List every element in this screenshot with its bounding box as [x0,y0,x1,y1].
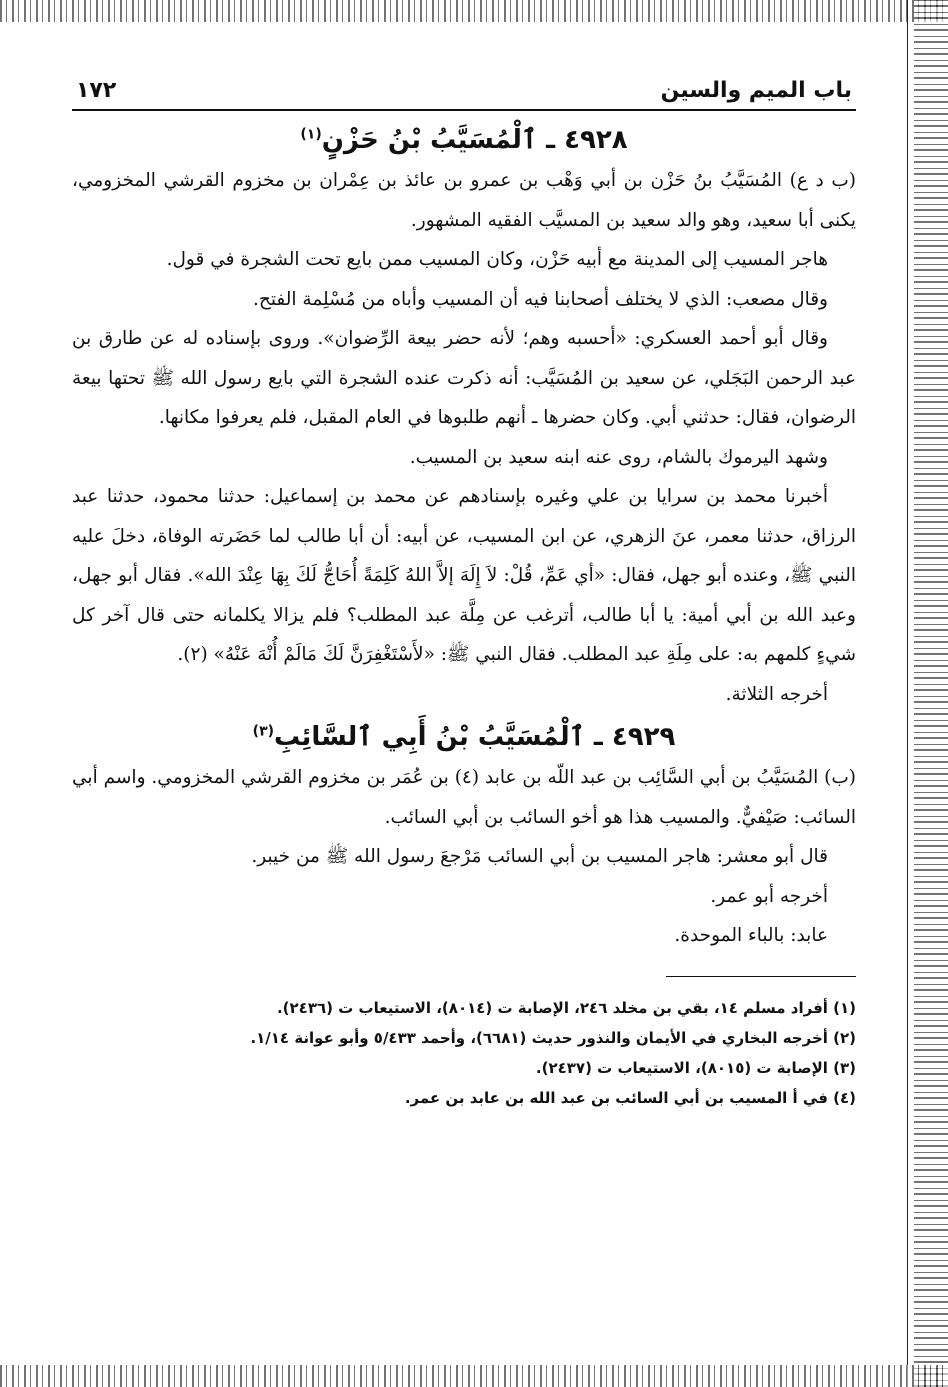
paragraph: عابد: بالباء الموحدة. [674,925,828,946]
paragraph: قال أبو معشر: هاجر المسيب بن أبي السائب مَرْجعَ رسول الله ﷺ من خيبر. [251,846,828,867]
paragraph: (ب) المُسَيَّبُ بن أبي السَّائِب بن عبد اللّه بن عابد (٤) بن عُمَر بن مخزوم القرشي المخزومي. واسم أبي السائب: صَيْفيٌّ. والمسيب هذا هو أخو السائب بن أبي السائب. [72,767,856,828]
entry-title-4928 [72,125,856,155]
page-number: ١٧٢ [76,78,117,103]
entry-title-text: ٤٩٢٩ ـ ٱلْمُسَيَّبُ بْنُ أَبِي ٱلسَّائِبِ [274,722,676,752]
footnote: (١) أفراد مسلم ١٤، بقي بن مخلد ٢٤٦، الإصابة ت (٨٠١٤)، الاستيعاب ت (٢٤٣٦). [276,998,856,1017]
entry-title-text: ٤٩٢٨ ـ ٱلْمُسَيَّبُ بْنُ حَزْنٍ [321,125,628,155]
paragraph: أخرجه أبو عمر. [710,885,828,907]
footnote-separator [666,976,856,977]
decorative-border-bottom [0,1365,948,1387]
footnote-ref: (١) [300,126,322,143]
paragraph: وشهد اليرموك بالشام، روى عنه ابنه سعيد بن المسيب. [409,446,828,468]
paragraph: أخرجه الثلاثة. [725,683,828,705]
paragraph: (ب د ع) المُسَيَّبُ بنُ حَزْن بن أبي وَهْب بن عمرو بن عائذ بن عِمْران بن مخزوم القرشي المخزومي، يكنى أبا سعيد، وهو والد سعيد بن المسيَّب الفقيه المشهور. [72,170,856,231]
decorative-border-right [914,0,948,1387]
decorative-border-line [907,0,908,1387]
footnote: (٣) الإصابة ت (٨٠١٥)، الاستيعاب ت (٢٤٣٧). [535,1058,856,1077]
paragraph: وقال مصعب: الذي لا يختلف أصحابنا فيه أن المسيب وأباه من مُسْلِمة الفتح. [253,288,828,310]
footnote: (٢) أخرجه البخاري في الأيمان والنذور حديث (٦٦٨١)، وأحمد ٥/٤٣٣ وأبو عوانة ١/١٤. [250,1028,856,1047]
decorative-border-top [0,0,948,22]
section-title: باب الميم والسين [660,78,852,103]
entry-title-4929 [72,722,856,752]
paragraph: هاجر المسيب إلى المدينة مع أبيه حَزْن، وكان المسيب ممن بايع تحت الشجرة في قول. [166,249,828,270]
page-header [72,78,856,111]
book-page [72,78,856,1113]
footnote: (٤) في أ المسيب بن أبي السائب بن عبد الله بن عابد بن عمر. [404,1088,856,1107]
paragraph: أخبرنا محمد بن سرايا بن علي وغيره بإسنادهم عن محمد بن إسماعيل: حدثنا محمود، حدثنا عبد الرزاق، حدثنا معمر، عنَ الزهري، عن ابن المسيب، عن أبيه: أن أبا طالب لما حَضَرته الوفاة، دخلَ عليه النبي ﷺ، وعنده أبو جهل، فقال: «أي عَمِّ، قُلْ: لاَ إِلَهَ إلاَّ اللهُ كَلِمَةً أُحَاجُّ لَكَ بِهَا عِنْدَ الله». فقال أبو جهل، وعبد الله بن أبي أمية: يا أبا طالب، أترغب عن مِلَّة عبد المطلب؟ فلم يزالا يكلمانه حتى قال آخر كل شيءٍ كلمهم به: على مِلَةِ عبد المطلب. فقال النبي ﷺ: «لأَسْتَغْفِرَنَّ لَكَ مَالَمْ أُنْهَ عَنْهُ» (٢). [72,486,856,665]
footnote-ref: (٣) [252,723,275,740]
paragraph: وقال أبو أحمد العسكري: «أحسبه وهم؛ لأنه حضر بيعة الرِّضوان». وروى بإسناده له عن طارق بن عبد الرحمن البَجَلي، عن سعيد بن المُسَيَّب: أنه ذكرت عنده الشجرة التي بايع رسول الله ﷺ تحتها بيعة الرضوان، فقال: حدثني أبي. وكان حضرها ـ أنهم طلبوها في العام المقبل، فلم يعرفوا مكانها. [72,328,856,428]
